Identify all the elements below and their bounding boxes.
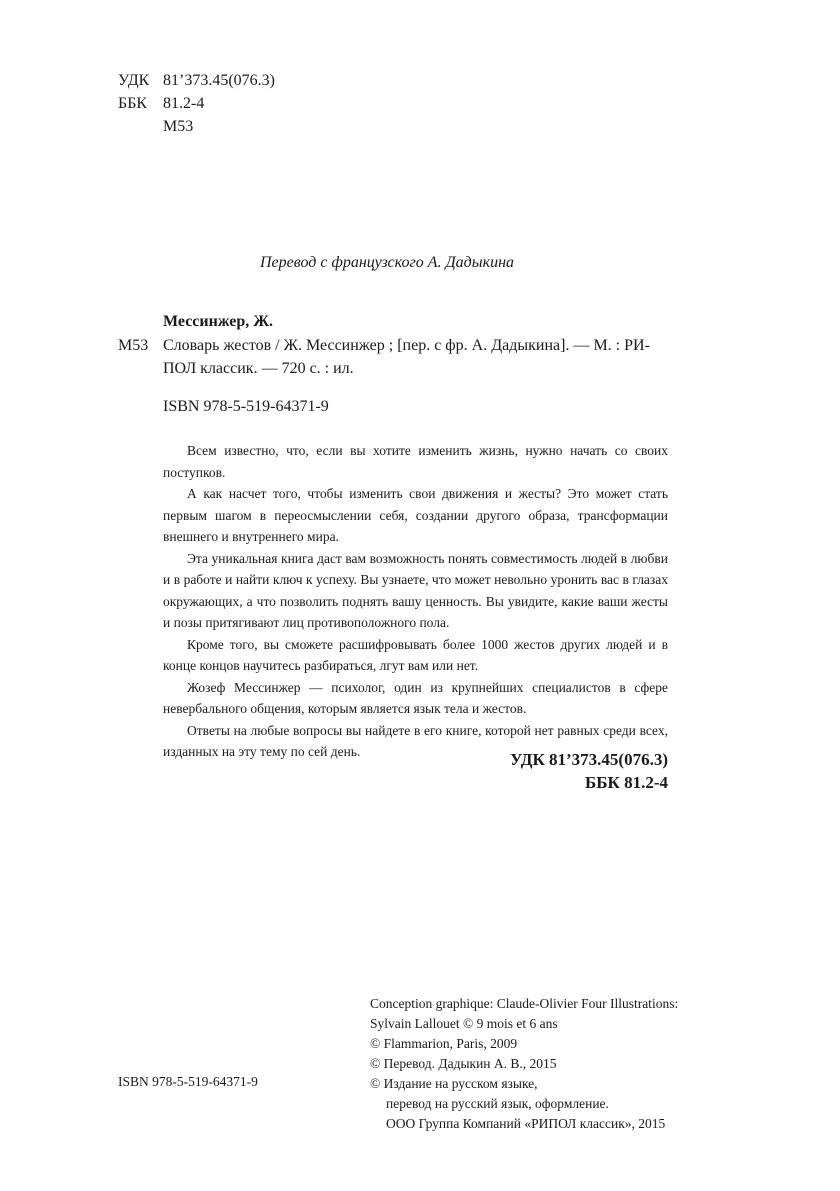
translator-credit: Перевод с французского А. Дадыкина xyxy=(260,254,515,271)
annotation-paragraph: Жозеф Мессинжер — психолог, один из крупнейших специалистов в сфере невербального общения, которым является язык тела и жестов. xyxy=(163,679,668,716)
credit-line: Sylvain Lallouet © 9 mois et 6 ans xyxy=(370,1016,558,1031)
annotation xyxy=(163,440,668,763)
catalog-isbn: ISBN 978-5-519-64371-9 xyxy=(163,398,329,415)
credit-line: © Перевод. Дадыкин А. В., 2015 xyxy=(370,1056,557,1071)
annotation-paragraph: Кроме того, вы сможете расшифровывать более 1000 жестов других людей и в конце концов научитесь разбираться, лгут вам или нет. xyxy=(163,636,668,673)
credit-line: © Flammarion, Paris, 2009 xyxy=(370,1036,518,1051)
bbk-label: ББК xyxy=(118,95,148,112)
credit-line: Conception graphique: Claude-Olivier Four Illustrations: xyxy=(370,996,679,1011)
credit-line: © Издание на русском языке, xyxy=(370,1076,538,1091)
catalog-description-line1: Словарь жестов / Ж. Мессинжер ; [пер. с фр. А. Дадыкина]. — М. : РИ- xyxy=(163,337,650,354)
bottom-isbn: ISBN 978-5-519-64371-9 xyxy=(118,1074,258,1089)
udk-code: 81’373.45(076.3) xyxy=(163,72,275,89)
credit-line: перевод на русский язык, оформление. xyxy=(386,1096,609,1111)
annotation-paragraph: Ответы на любые вопросы вы найдете в его книге, которой нет равных среди всех, изданных на эту тему по сей день. xyxy=(163,722,668,759)
author-mark: М53 xyxy=(163,118,194,135)
catalog-mark: М53 xyxy=(118,337,149,354)
annotation-paragraph: Эта уникальная книга даст вам возможность понять совместимость людей в любви и в работе и найти ключ к успеху. Вы узнаете, что может невольно уронить вас в глазах окружающих, а что позволить поднять вашу ценность. Вы увидите, какие ваши жесты и позы притягивают лиц противоположного пола. xyxy=(163,550,668,630)
bbk-code: 81.2-4 xyxy=(163,95,205,112)
udk-label: УДК xyxy=(118,72,150,89)
classification-udk: УДК 81’373.45(076.3) xyxy=(509,750,668,769)
classification-bbk: ББК 81.2-4 xyxy=(585,773,668,792)
catalog-author: Мессинжер, Ж. xyxy=(163,313,274,330)
annotation-paragraph: Всем известно, что, если вы хотите изменить жизнь, нужно начать со своих поступков. xyxy=(163,443,668,480)
catalog-description-line2: ПОЛ классик. — 720 с. : ил. xyxy=(163,360,354,377)
credits xyxy=(370,994,678,1134)
annotation-paragraph: А как насчет того, чтобы изменить свои движения и жесты? Это может стать первым шагом в переосмыслении себя, создании другого образа, трансформации внешнего и внутреннего мира. xyxy=(163,486,668,544)
credit-line: ООО Группа Компаний «РИПОЛ классик», 2015 xyxy=(386,1116,666,1131)
